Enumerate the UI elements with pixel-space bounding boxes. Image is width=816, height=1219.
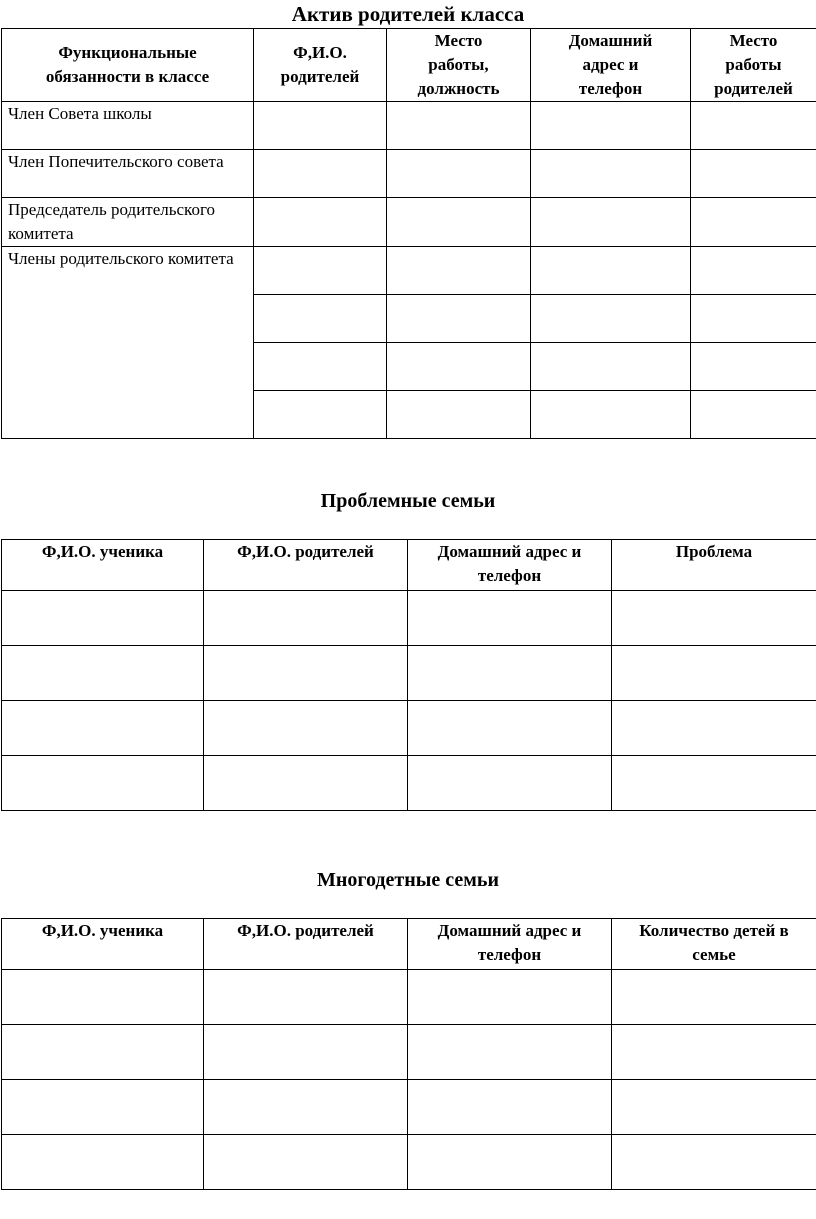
table-cell[interactable] (387, 343, 531, 391)
table-cell[interactable] (254, 391, 387, 439)
table-cell[interactable] (408, 701, 612, 756)
header-problem: Проблема (612, 540, 816, 591)
table-cell[interactable] (204, 756, 408, 811)
table-cell[interactable] (387, 247, 531, 295)
table-cell[interactable] (204, 1080, 408, 1135)
table-cell[interactable] (254, 295, 387, 343)
table-row (2, 701, 816, 756)
header-address-phone: Домашний адрес и телефон (408, 919, 612, 970)
table-cell[interactable] (691, 102, 816, 150)
table-cell[interactable] (387, 102, 531, 150)
table-cell[interactable] (408, 1025, 612, 1080)
table-cell[interactable] (387, 391, 531, 439)
table-cell[interactable] (2, 1135, 204, 1190)
section1-title: Актив родителей класса (291, 2, 525, 26)
table-cell[interactable] (612, 756, 816, 811)
table-cell[interactable] (691, 295, 816, 343)
table-cell[interactable] (2, 1025, 204, 1080)
table-row (2, 1025, 816, 1080)
header-parent-name: Ф,И.О. родителей (204, 540, 408, 591)
table-cell[interactable] (254, 198, 387, 247)
table-cell[interactable] (612, 1025, 816, 1080)
header-parent-name: Ф,И.О. родителей (254, 29, 387, 102)
header-student-name: Ф,И.О. ученика (2, 540, 204, 591)
table-header-row (2, 540, 816, 591)
table-cell[interactable] (387, 295, 531, 343)
table-cell[interactable] (691, 150, 816, 198)
table-cell[interactable] (408, 1080, 612, 1135)
table-row (2, 150, 816, 198)
header-children-count: Количество детей в семье (612, 919, 816, 970)
table-row (2, 102, 816, 150)
table-cell[interactable] (531, 102, 691, 150)
row-label-committee-members: Члены родительского комитета (2, 247, 254, 439)
table-header-row (2, 29, 816, 102)
table-cell[interactable] (387, 150, 531, 198)
table-cell[interactable] (2, 970, 204, 1025)
table-cell[interactable] (204, 970, 408, 1025)
table-cell[interactable] (531, 391, 691, 439)
table-cell[interactable] (531, 247, 691, 295)
header-address-phone: Домашний адрес и телефон (531, 29, 691, 102)
table-cell[interactable] (204, 646, 408, 701)
table-cell[interactable] (531, 150, 691, 198)
large-families-table (1, 918, 816, 1190)
row-label-committee-chair: Председатель родительского комитета (2, 198, 254, 247)
table-cell[interactable] (612, 701, 816, 756)
table-cell[interactable] (408, 646, 612, 701)
table-cell[interactable] (408, 591, 612, 646)
table-cell[interactable] (254, 343, 387, 391)
table-cell[interactable] (531, 198, 691, 247)
table-cell[interactable] (2, 701, 204, 756)
table-cell[interactable] (691, 391, 816, 439)
header-workplace-position: Место работы, должность (387, 29, 531, 102)
table-row (2, 756, 816, 811)
parents-activity-table (1, 28, 816, 439)
table-cell[interactable] (204, 591, 408, 646)
table-cell[interactable] (2, 1080, 204, 1135)
header-duties: Функциональные обязанности в классе (2, 29, 254, 102)
table-cell[interactable] (2, 646, 204, 701)
table-row (2, 591, 816, 646)
table-row (2, 247, 816, 295)
table-cell[interactable] (204, 701, 408, 756)
table-row (2, 646, 816, 701)
table-cell[interactable] (531, 343, 691, 391)
table-cell[interactable] (2, 756, 204, 811)
table-cell[interactable] (691, 343, 816, 391)
row-label-school-council: Член Совета школы (2, 102, 254, 150)
header-address-phone: Домашний адрес и телефон (408, 540, 612, 591)
table-cell[interactable] (387, 198, 531, 247)
table-row (2, 1135, 816, 1190)
table-cell[interactable] (612, 646, 816, 701)
table-cell[interactable] (612, 970, 816, 1025)
table-header-row (2, 919, 816, 970)
table-cell[interactable] (254, 150, 387, 198)
table-row (2, 1080, 816, 1135)
table-cell[interactable] (612, 1080, 816, 1135)
table-cell[interactable] (254, 247, 387, 295)
table-cell[interactable] (408, 756, 612, 811)
table-cell[interactable] (254, 102, 387, 150)
table-cell[interactable] (408, 1135, 612, 1190)
table-cell[interactable] (612, 591, 816, 646)
table-cell[interactable] (531, 295, 691, 343)
table-cell[interactable] (204, 1025, 408, 1080)
table-cell[interactable] (204, 1135, 408, 1190)
header-student-name: Ф,И.О. ученика (2, 919, 204, 970)
table-cell[interactable] (612, 1135, 816, 1190)
table-cell[interactable] (2, 591, 204, 646)
table-cell[interactable] (691, 247, 816, 295)
table-row (2, 970, 816, 1025)
table-cell[interactable] (408, 970, 612, 1025)
row-label-board-of-trustees: Член Попечительского совета (2, 150, 254, 198)
problem-families-table (1, 539, 816, 811)
header-parent-name: Ф,И.О. родителей (204, 919, 408, 970)
table-cell[interactable] (691, 198, 816, 247)
section2-title: Проблемные семьи (320, 490, 496, 512)
header-parents-workplace: Место работы родителей (691, 29, 816, 102)
section3-title: Многодетные семьи (317, 869, 499, 891)
table-row (2, 198, 816, 247)
